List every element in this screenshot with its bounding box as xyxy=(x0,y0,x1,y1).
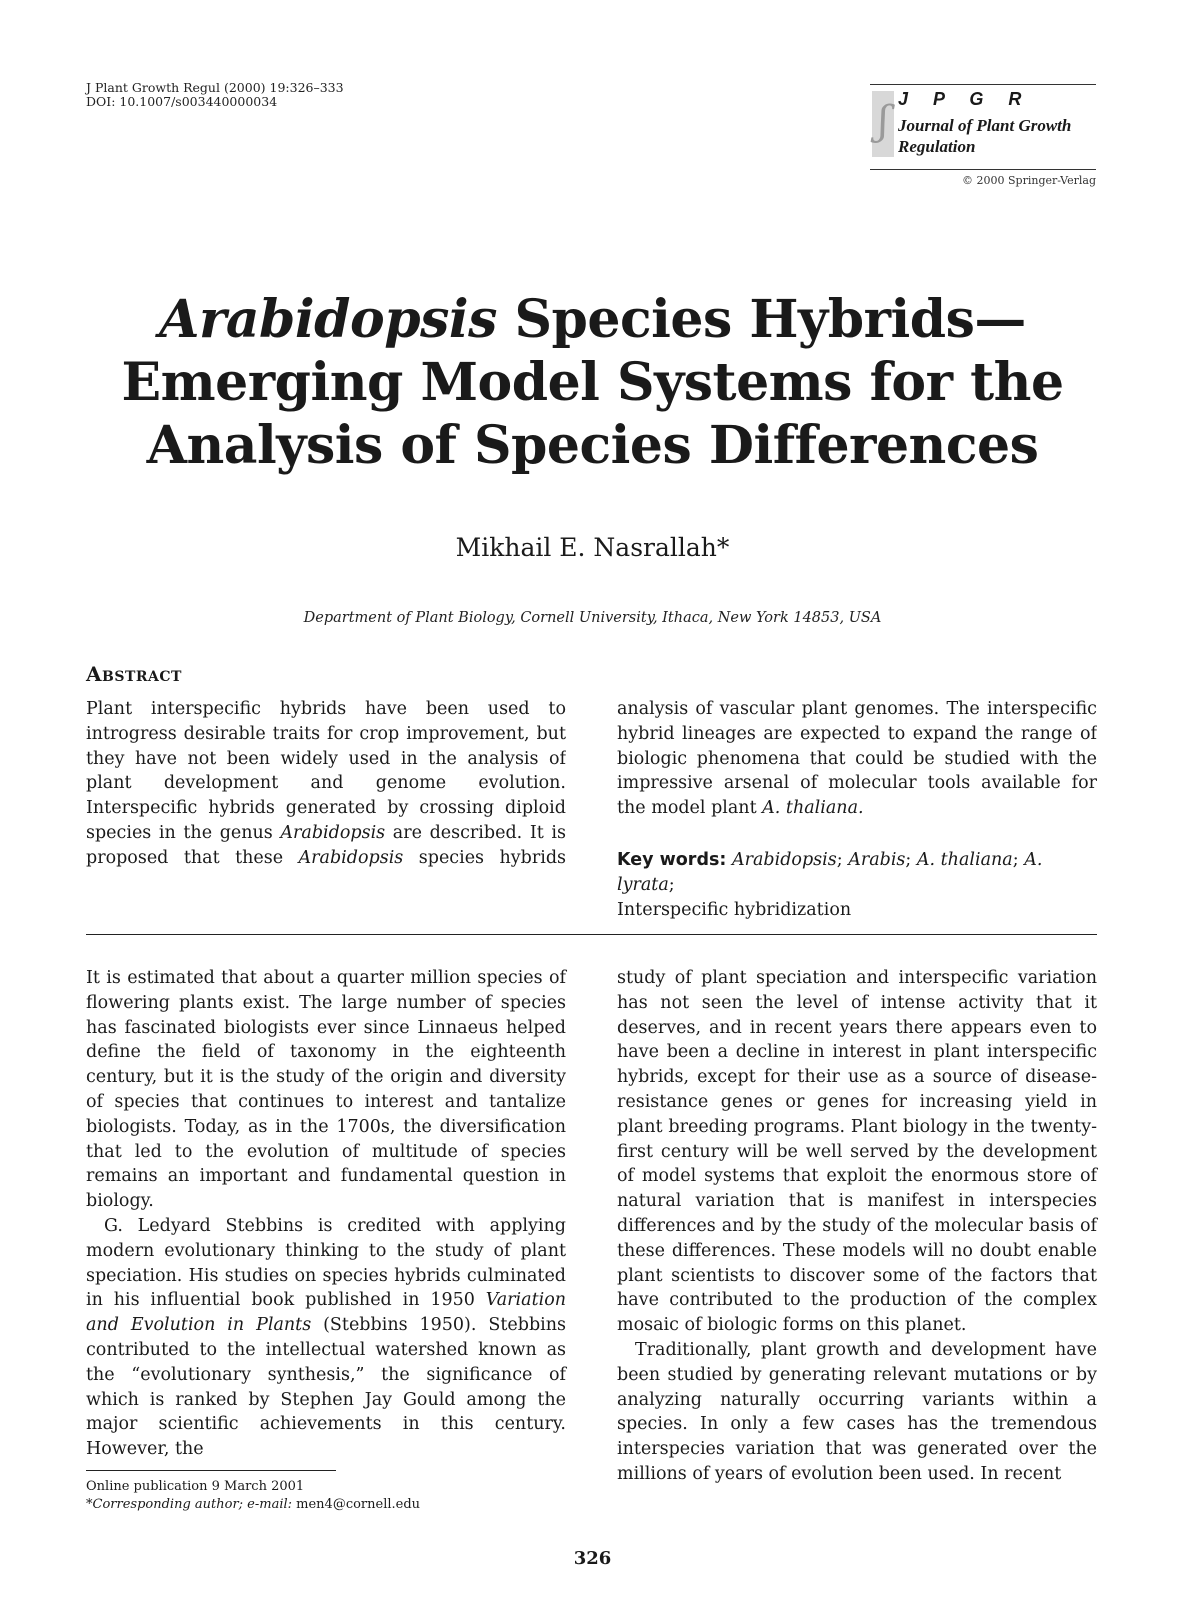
abstract-right-column xyxy=(617,697,1097,823)
journal-name: Journal of Plant Growth Regulation xyxy=(898,116,1072,156)
paragraph: Traditionally, plant growth and development have been studied by generating relevant mutations or by analyzing naturally occurring variants within a species. In only a few cases has the tremendous interspecies variation that was generated over the millions of years of evolution been used. In recent xyxy=(617,1339,1097,1484)
journal-emblem-icon: ʃ xyxy=(872,91,894,157)
keywords-label: Key words: xyxy=(617,850,727,870)
body-right-column xyxy=(617,966,1097,1487)
footnote xyxy=(86,1478,420,1514)
title-italic: Arabidopsis xyxy=(159,289,497,350)
section-divider xyxy=(86,934,1097,935)
doi: DOI: 10.1007/s003440000034 xyxy=(86,94,278,109)
copyright: © 2000 Springer-Verlag xyxy=(962,174,1096,187)
corresponding-author: *Corresponding author; e-mail: men4@cornell.edu xyxy=(86,1497,421,1512)
title-line2: Emerging Model Systems for the xyxy=(121,352,1064,413)
abstract-left-column xyxy=(86,697,566,874)
author: Mikhail E. Nasrallah* xyxy=(455,533,730,562)
abstract-text-continued: analysis of vascular plant genomes. The interspecific hybrid lineages are expected to expand the range of biologic phenomena that could be studied with the impressive arsenal of molecular tools available for the model plant A. thaliana. xyxy=(617,698,1097,819)
paragraph: study of plant speciation and interspecific variation has not seen the level of intense activity that it deserves, and in recent years there appears even to have been a decline in interest in plant interspecific hybrids, except for their use as a source of disease-resistance genes or genes for increasing yield in plant breeding programs. Plant biology in the twenty-first century will be well served by the development of model systems that exploit the enormous store of natural variation that is manifest in interspecies differences and by the study of the molecular basis of these differences. These models will no doubt enable plant scientists to discover some of the factors that have contributed to the production of the complex mosaic of biologic forms on this planet. xyxy=(617,968,1097,1336)
page-number: 326 xyxy=(573,1548,612,1569)
keyword: A. lyrata xyxy=(617,850,1043,895)
article-title xyxy=(100,288,1085,477)
abstract-text: Plant interspecific hybrids have been used to introgress desirable traits for crop improvement, but they have not been widely used in the analysis of plant development and genome evolution. Interspecific hybrids generated by crossing diploid species in the genus Arabidopsis are described. It is proposed that these Arabidopsis species hybrids xyxy=(86,699,566,868)
paragraph: It is estimated that about a quarter million species of flowering plants exist. The large number of species has fascinated biologists ever since Linnaeus helped define the field of taxonomy in the eighteenth century, but it is the study of the origin and diversity of species that continues to interest and tantalize biologists. Today, as in the 1700s, the diversification that led to the evolution of multitude of species remains an important and fundamental question in biology. xyxy=(86,968,566,1212)
paragraph: G. Ledyard Stebbins is credited with applying modern evolutionary thinking to the study of plant speciation. His studies on species hybrids culminated in his influential book published in 1950 Variation and Evolution in Plants (Stebbins 1950). Stebbins contributed to the intellectual watershed known as the “evolutionary synthesis,” the significance of which is ranked by Stephen Jay Gould among the major scientific achievements in this century. However, the xyxy=(86,1215,566,1460)
title-line1: Species Hybrids— xyxy=(496,289,1026,350)
footnote-rule xyxy=(86,1470,336,1471)
keyword: A. thaliana xyxy=(916,850,1013,870)
running-head xyxy=(86,81,344,109)
journal-logo xyxy=(870,84,1096,170)
body-left-column xyxy=(86,966,566,1462)
keyword: Arabis xyxy=(848,850,906,870)
abstract-heading: Abstract xyxy=(86,662,182,686)
affiliation: Department of Plant Biology, Cornell University, Ithaca, New York 14853, USA xyxy=(303,610,882,626)
citation: J Plant Growth Regul (2000) 19:326–333 xyxy=(86,80,344,95)
keyword: Arabidopsis xyxy=(731,850,837,870)
title-line3: Analysis of Species Differences xyxy=(146,415,1039,476)
keyword: Interspecific hybridization xyxy=(617,899,852,920)
online-publication: Online publication 9 March 2001 xyxy=(86,1479,305,1494)
journal-abbreviation: J P G R xyxy=(898,89,1032,109)
keywords: Key words: Arabidopsis; Arabis; A. thaliana; A. lyrata; Interspecific hybridization xyxy=(617,850,1043,920)
